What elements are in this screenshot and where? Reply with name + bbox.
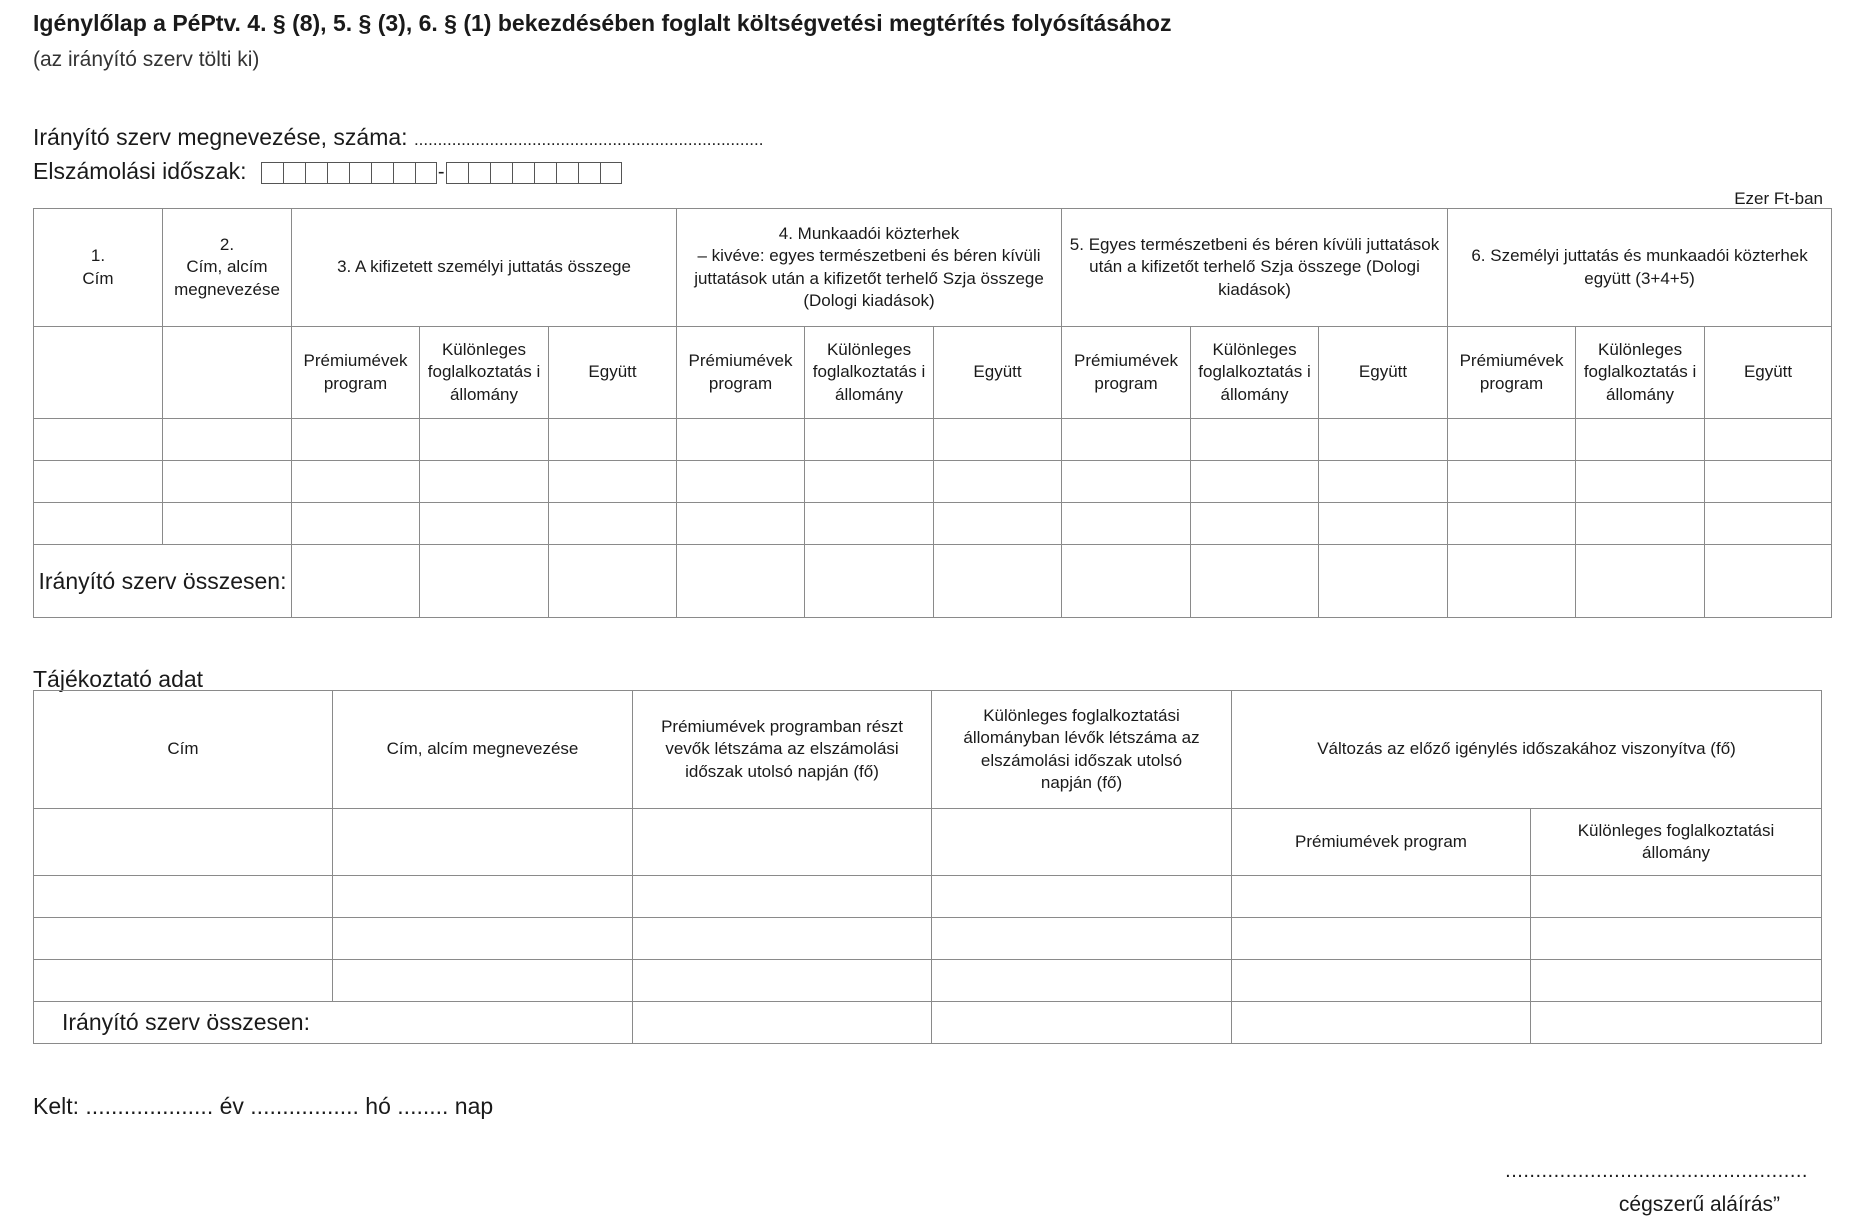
subheader-kulonleges: Különleges foglalkoztatás i állomány (1576, 327, 1705, 419)
col-header-cim: Cím (34, 691, 333, 809)
subheader-egyutt: Együtt (549, 327, 677, 419)
org-label: Irányító szerv megnevezése, száma: (33, 124, 408, 150)
subheader-egyutt: Együtt (1705, 327, 1832, 419)
unit-label: Ezer Ft-ban (1734, 189, 1823, 208)
subheader-premium: Prémiumévek program (1062, 327, 1191, 419)
org-field (33, 124, 763, 151)
signature-line[interactable]: .................................................. (1505, 1160, 1808, 1182)
subheader-kulonleges: Különleges foglalkoztatás i állomány (1191, 327, 1319, 419)
subheader-premium: Prémiumévek program (1448, 327, 1576, 419)
subheader-kulonleges: Különleges foglalkoztatás i állomány (805, 327, 934, 419)
subheader-kulonleges: Különleges foglalkoztatási állomány (1531, 809, 1822, 876)
org-dots: .......................................................................... (413, 130, 764, 149)
signature-label: cégszerű aláírás” (1618, 1193, 1780, 1216)
col-header-kulonleges-count: Különleges foglalkoztatási állományban lévők létszáma az elszámolási időszak utolsó napján (fő) (932, 691, 1232, 809)
table-row[interactable] (34, 461, 1832, 503)
col-header-valtozas: Változás az előző igénylés időszakához viszonyítva (fő) (1232, 691, 1822, 809)
period-dash: - (437, 161, 445, 184)
table-row[interactable] (34, 419, 1832, 461)
date-line: Kelt: .................... év ................. hó ........ nap (33, 1093, 494, 1119)
section-informative: Tájékoztató adat (33, 666, 204, 692)
informative-table (33, 690, 1822, 1044)
table-row[interactable] (34, 876, 1822, 918)
table-row[interactable] (34, 503, 1832, 545)
subheader-kulonleges: Különleges foglalkoztatás i állomány (420, 327, 549, 419)
total-row[interactable] (34, 545, 1832, 618)
subheader-premium: Prémiumévek program (292, 327, 420, 419)
subheader-empty (34, 809, 333, 876)
form-subtitle: (az irányító szerv tölti ki) (33, 48, 260, 71)
col-header-szja: 5. Egyes természetbeni és béren kívüli juttatások után a kifizetőt terhelő Szja összege (Dologi kiadások) (1062, 209, 1448, 327)
subheader-egyutt: Együtt (1319, 327, 1448, 419)
table-row[interactable] (34, 960, 1822, 1002)
period-field (33, 158, 622, 185)
total-row[interactable] (34, 1002, 1822, 1044)
col-header-egyutt-total: 6. Személyi juttatás és munkaadói közterhek együtt (3+4+5) (1448, 209, 1832, 327)
subheader-empty (34, 327, 163, 419)
col-header-cim: 1. Cím (34, 209, 163, 327)
period-end-boxes[interactable] (446, 162, 622, 184)
reimbursement-table (33, 208, 1832, 618)
subheader-empty (932, 809, 1232, 876)
col-header-premium-count: Prémiumévek programban részt vevők létszáma az elszámolási időszak utolsó napján (fő) (633, 691, 932, 809)
period-label: Elszámolási időszak: (33, 158, 247, 184)
col-header-munkaadoi-kozterhek: 4. Munkaadói közterhek – kivéve: egyes természetbeni és béren kívüli juttatások után a kifizetőt terhelő Szja összege (Dologi kiadások) (677, 209, 1062, 327)
total-label: Irányító szerv összesen: (34, 1002, 633, 1044)
subheader-empty (633, 809, 932, 876)
col-header-cim-alcim: Cím, alcím megnevezése (333, 691, 633, 809)
subheader-premium: Prémiumévek program (1232, 809, 1531, 876)
col-header-cim-alcim: 2. Cím, alcím megnevezése (163, 209, 292, 327)
form-title: Igénylőlap a PéPtv. 4. § (8), 5. § (3), 6. § (1) bekezdésében foglalt költségvetési megtérítés folyósításához (33, 10, 1172, 36)
subheader-empty (163, 327, 292, 419)
total-label: Irányító szerv összesen: (34, 545, 292, 618)
subheader-empty (333, 809, 633, 876)
subheader-premium: Prémiumévek program (677, 327, 805, 419)
subheader-egyutt: Együtt (934, 327, 1062, 419)
table-row[interactable] (34, 918, 1822, 960)
col-header-szemelyi-juttatas: 3. A kifizetett személyi juttatás összege (292, 209, 677, 327)
period-start-boxes[interactable] (261, 162, 437, 184)
